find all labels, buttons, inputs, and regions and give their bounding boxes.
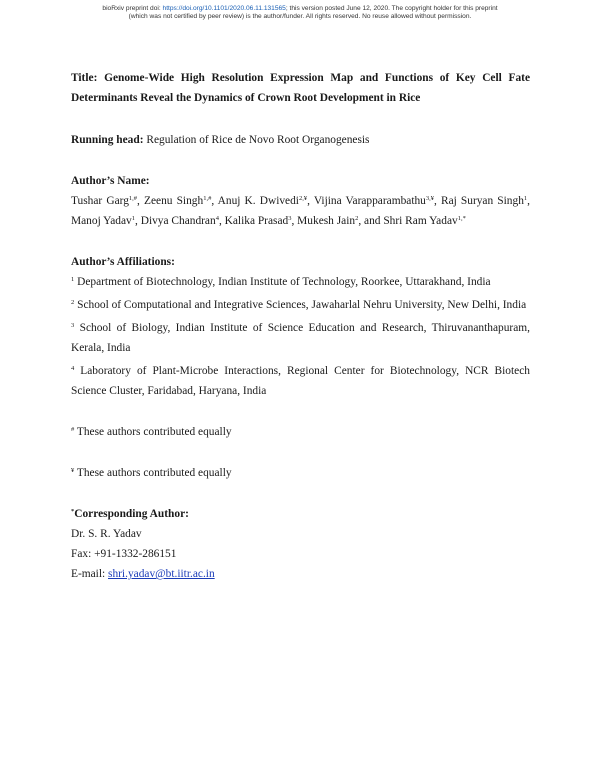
corresponding-author-email: E-mail: shri.yadav@bt.iitr.ac.in	[71, 568, 215, 580]
author-affiliation-mark: 2	[355, 215, 359, 222]
author-affiliation-mark: 1,*	[457, 215, 466, 222]
author-name: Shri Ram Yadav	[383, 215, 458, 227]
author-affiliation-mark: 2,¥	[298, 195, 308, 202]
author-affiliation-mark: 3,¥	[425, 195, 435, 202]
author-name: Manoj Yadav	[71, 215, 132, 227]
affiliations-heading: Author’s Affiliations:	[71, 256, 175, 268]
equal-contribution-note-hash: # These authors contributed equally	[71, 426, 232, 438]
corresponding-author-heading: *Corresponding Author:	[71, 508, 189, 520]
affiliation-4: $^4$ Laboratory of Plant-Microbe Interactions, Regional Center for Biotechnology, NCR Biotech Science Cluster, Faridabad, Haryana, India	[71, 365, 530, 397]
paper-title: Title: Genome-Wide High Resolution Expression Map and Functions of Key Cell Fate Determinants Reveal the Dynamics of Crown Root Development in Rice	[71, 72, 530, 104]
author-name: Tushar Garg	[71, 195, 129, 207]
affiliation-1: $^1$ Department of Biotechnology, Indian Institute of Technology, Roorkee, Uttarakhand, India	[71, 276, 491, 288]
running-head: Running head: Regulation of Rice de Novo Root Organogenesis	[71, 134, 370, 146]
title-page-content	[71, 68, 530, 584]
author-name: Mukesh Jain	[297, 215, 356, 227]
affiliation-2: $^2$ School of Computational and Integrative Sciences, Jawaharlal Nehru University, New Delhi, India	[71, 299, 527, 311]
corresponding-author-fax: Fax: +91-1332-286151	[71, 548, 177, 560]
author-name: Anuj K. Dwivedi	[217, 195, 299, 207]
author-affiliation-mark: 4	[215, 215, 219, 222]
author-name: Divya Chandran	[140, 215, 216, 227]
header-line-2: (which was not certified by peer review) is the author/funder. All rights reserved. No reuse allowed without permission.	[128, 13, 472, 20]
author-affiliation-mark: 1,#	[128, 195, 138, 202]
equal-contribution-note-yen: ¥ These authors contributed equally	[71, 467, 232, 479]
author-name: Raj Suryan Singh	[440, 195, 524, 207]
author-affiliation-mark: 1,#	[203, 195, 212, 202]
doi-link[interactable]: https://doi.org/10.1101/2020.06.11.131565	[162, 5, 286, 12]
affiliation-3: $^3$ School of Biology, Indian Institute of Science Education and Research, Thiruvananthapuram, Kerala, India	[71, 322, 530, 354]
corresponding-author-name: Dr. S. R. Yadav	[71, 528, 142, 540]
author-affiliation-mark: 1	[131, 215, 136, 222]
author-affiliation-mark: 3	[288, 215, 292, 222]
author-list: Tushar Garg$^{1,\#}$, Zeenu Singh$^{1,\#}$, Anuj K. Dwivedi$^{2,¥}$, Vijina Varapparambathu$^{3,¥}$, Raj Suryan Singh$^1$, Manoj Yadav$^1$, Divya Chandran$^4$, Kalika Prasad$^3$, Mukesh Jain$^2$, and Shri Ram Yadav$^{1,*}$	[71, 195, 530, 227]
author-name: Kalika Prasad	[224, 215, 289, 227]
email-link[interactable]: shri.yadav@bt.iitr.ac.in	[108, 568, 215, 580]
author-affiliation-mark: 1	[523, 195, 528, 202]
author-name: Zeenu Singh	[144, 195, 204, 207]
preprint-header	[0, 5, 600, 21]
authors-heading: Author’s Name:	[71, 175, 150, 187]
header-line-1: bioRxiv preprint doi: https://doi.org/10.1101/2020.06.11.131565; this version posted June 12, 2020. The copyright holder for this preprint	[102, 5, 498, 12]
author-name: Vijina Varapparambathu	[313, 195, 426, 207]
